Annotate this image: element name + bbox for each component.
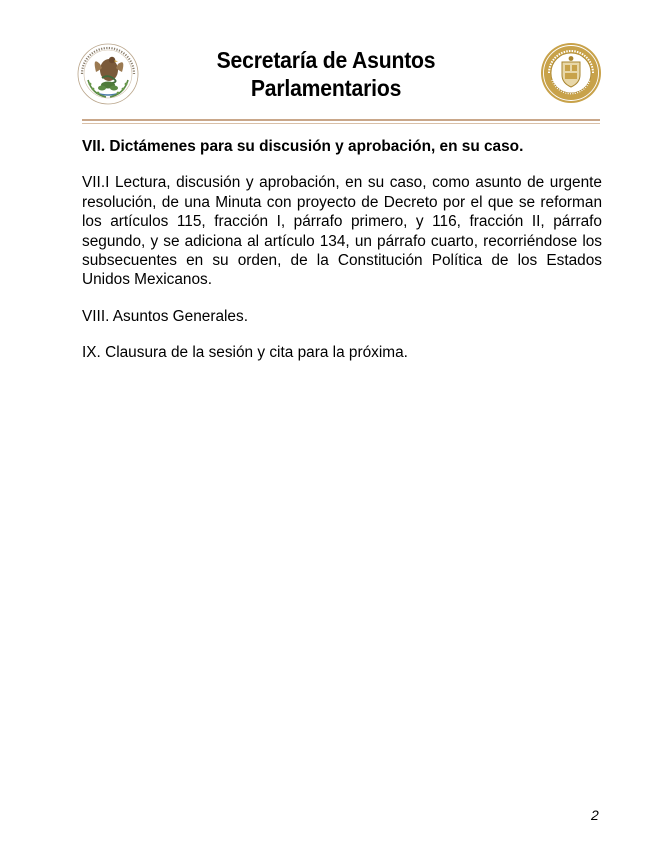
page-header [0, 0, 653, 125]
page-number: 2 [591, 807, 599, 823]
document-body [82, 137, 602, 380]
title-line-1: Secretaría de Asuntos [216, 47, 436, 73]
agenda-item-ix: IX. Clausura de la sesión y cita para la próxima. [82, 344, 408, 362]
page-title [155, 46, 497, 102]
header-divider-secondary [82, 123, 600, 124]
title-line-2: Parlamentarios [250, 75, 402, 101]
legislature-emblem-icon [540, 42, 602, 104]
header-divider [82, 119, 600, 121]
mexico-coat-of-arms-seal [76, 42, 140, 106]
agenda-item-viii: VIII. Asuntos Generales. [82, 307, 248, 325]
agenda-item-vii-1: VII.I Lectura, discusión y aprobación, en su caso, como asunto de urgente resolución, de una Minuta con proyecto de Decreto por el que se reforman los artículos 115, fracción I, párrafo primero, y 116, fracción II, párrafo segundo, y se adiciona al artículo 134, un párrafo cuarto, recorriéndose los subsecuentes en su orden, de la Constitución Política de los Estados Unidos Mexicanos. [82, 174, 602, 289]
legislature-seal [540, 42, 602, 104]
coat-of-arms-icon [76, 42, 140, 106]
section-heading: VII. Dictámenes para su discusión y aprobación, en su caso. [82, 138, 524, 155]
